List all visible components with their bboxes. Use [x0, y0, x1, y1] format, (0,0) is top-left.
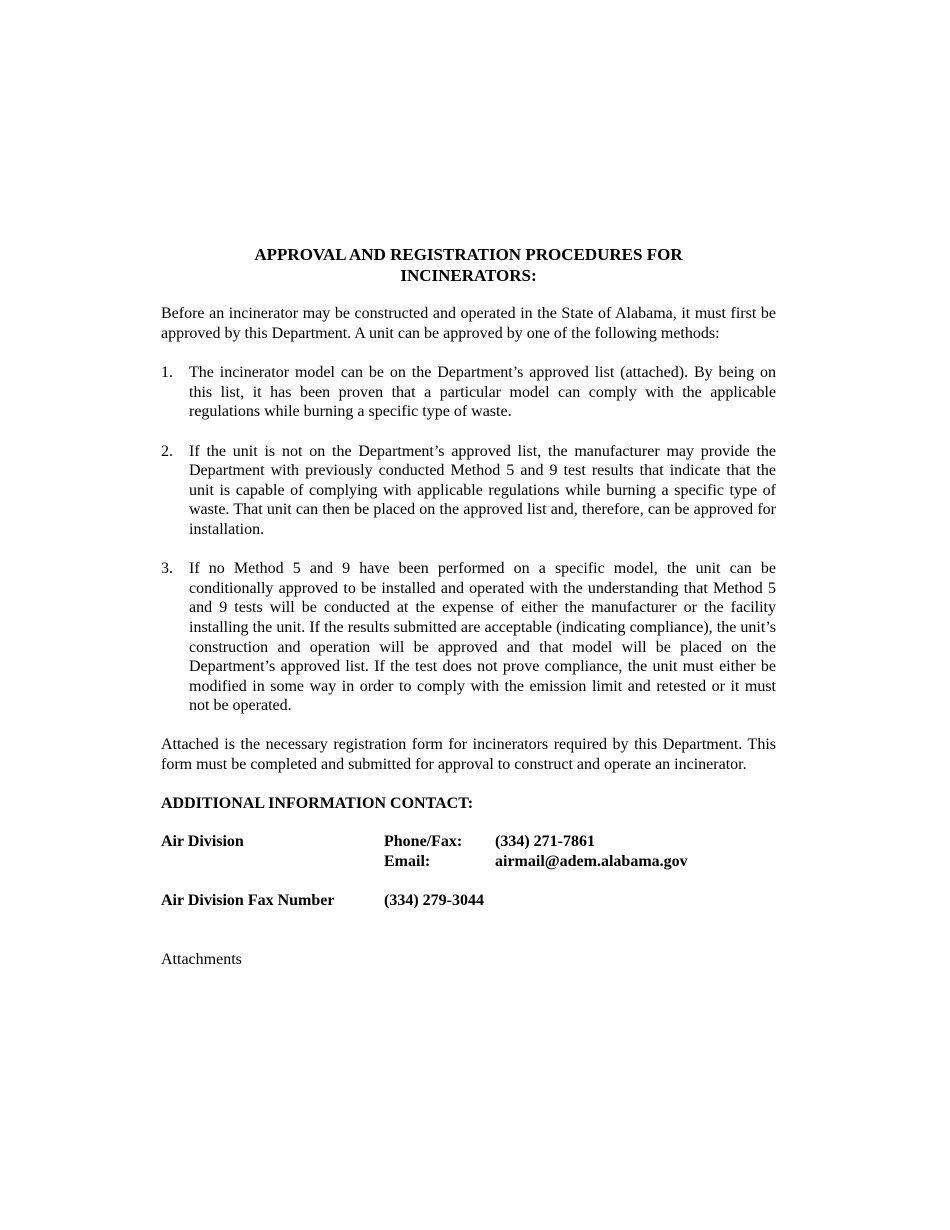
- list-item: [161, 363, 776, 422]
- title-line-2: INCINERATORS:: [400, 266, 537, 285]
- attachments-label: Attachments: [161, 950, 242, 968]
- fax-number-label: Air Division Fax Number: [161, 892, 335, 910]
- approval-methods-list: [161, 363, 776, 716]
- phone-fax-value: (334) 271-7861: [495, 833, 595, 851]
- list-item-text: If no Method 5 and 9 have been performed on a specific model, the unit can be conditionally approved to be installed and operated with the understanding that Method 5 and 9 tests will be conducted at the expense of either the manufacturer or the facility installing the unit. If the results submitted are acceptable (indicating compliance), the unit’s construction and operation will be approved and that model will be placed on the Department’s approved list. If the test does not prove compliance, the unit must either be modified in some way in order to comply with the emission limit and retested or it must not be operated.: [189, 560, 776, 715]
- contact-row-fax: [161, 891, 776, 911]
- list-item: [161, 559, 776, 716]
- fax-number-value: (334) 279-3044: [384, 892, 484, 910]
- phone-fax-label: Phone/Fax:: [384, 833, 463, 851]
- contact-heading: ADDITIONAL INFORMATION CONTACT:: [161, 794, 474, 812]
- attached-paragraph: Attached is the necessary registration form for incinerators required by this Department. This form must be completed and submitted for approval to construct and operate an incinerator.: [161, 736, 776, 774]
- intro-paragraph: Before an incinerator may be constructed and operated in the State of Alabama, it must first be approved by this Department. A unit can be approved by one of the following methods:: [161, 305, 776, 342]
- list-item-text: The incinerator model can be on the Department’s approved list (attached). By being on this list, it has been proven that a particular model can comply with the applicable regulations while burning a specific type of waste.: [189, 364, 776, 421]
- list-item-number: 1.: [161, 364, 173, 382]
- page-title: [161, 244, 776, 286]
- list-item-number: 3.: [161, 560, 173, 578]
- title-line-1: APPROVAL AND REGISTRATION PROCEDURES FOR: [254, 245, 683, 264]
- document-page: [161, 244, 776, 969]
- air-division-label: Air Division: [161, 833, 244, 851]
- list-item-number: 2.: [161, 442, 173, 460]
- list-item: [161, 442, 776, 540]
- contact-table: [161, 832, 776, 910]
- contact-row-phone: [161, 832, 776, 852]
- contact-row-email: [161, 852, 776, 872]
- email-value: airmail@adem.alabama.gov: [495, 852, 688, 870]
- email-label: Email:: [384, 852, 431, 870]
- list-item-text: If the unit is not on the Department’s approved list, the manufacturer may provide the Department with previously conducted Method 5 and 9 test results that indicate that the unit is capable of complying with applicable regulations while burning a specific type of waste. That unit can then be placed on the approved list and, therefore, can be approved for installation.: [189, 442, 776, 538]
